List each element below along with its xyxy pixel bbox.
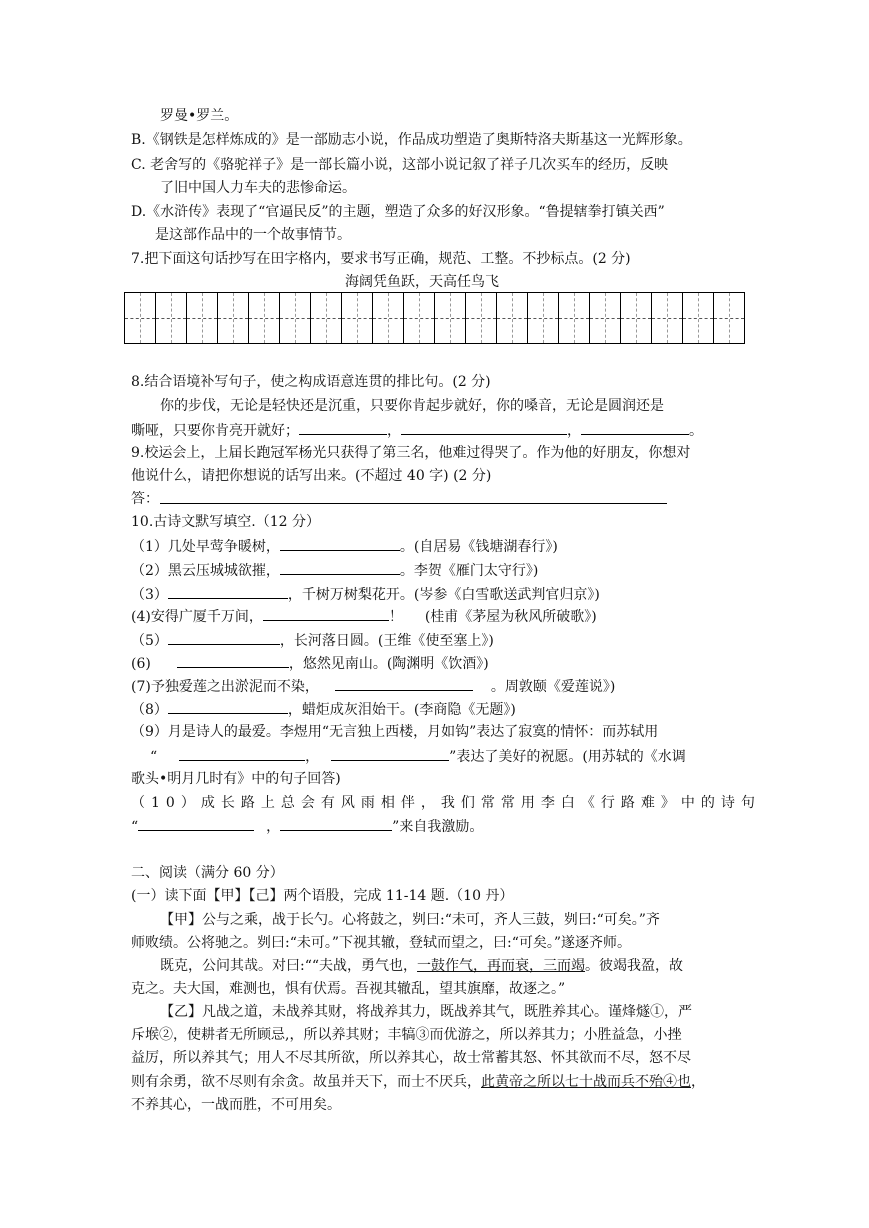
q10-item-9-line3: 歌头•明月几时有》中的句子回答) bbox=[131, 771, 341, 787]
poem-text: ”表达了美好的祝愿。(用苏轼的《水调 bbox=[449, 749, 686, 765]
q8-text: 嘶哑，只要你肯亮开就好； bbox=[131, 423, 299, 439]
answer-blank[interactable] bbox=[168, 630, 280, 645]
grid-cell[interactable] bbox=[497, 293, 528, 343]
poem-text: （1）几处早莺争暖树， bbox=[131, 539, 280, 555]
q10-item-6 bbox=[131, 653, 489, 674]
passage-text: 。彼竭我盈，故 bbox=[585, 958, 684, 974]
passage-yi-line5: 不养其心，一战而胜，不可用矣。 bbox=[131, 1097, 341, 1113]
poem-text: (7)予独爱莲之出淤泥而不染， bbox=[131, 679, 319, 695]
passage-jia-line2: 师败绩。公将驰之。刿曰:“未可。”下视其辙，登轼而望之，曰:“可矣。”遂逐齐师。 bbox=[131, 935, 632, 951]
q8-context-line2 bbox=[131, 420, 703, 441]
answer-blank[interactable] bbox=[299, 420, 387, 435]
q10-prompt: 10.古诗文默写填空.（12 分） bbox=[131, 514, 320, 530]
grid-cell[interactable] bbox=[528, 293, 559, 343]
grid-cell[interactable] bbox=[156, 293, 187, 343]
answer-blank[interactable] bbox=[581, 420, 689, 435]
q8-end: 。 bbox=[689, 423, 703, 439]
q10-item-9-line1: （9）月是诗人的最爱。李煜用“无言独上西楼，月如钩”表达了寂寞的情怀：而苏轼用 bbox=[131, 724, 659, 740]
answer-blank[interactable] bbox=[168, 699, 288, 714]
q6-option-b: B.《钢铁是怎样炼成的》是一部励志小说，作品成功塑造了奥斯特洛夫斯基这一光辉形象。 bbox=[131, 132, 692, 148]
passage-jia-line4: 克之。夫大国，难测也，惧有伏焉。吾视其辙乱，望其旗靡，故逐之。” bbox=[131, 981, 566, 997]
poem-text: （3） bbox=[131, 587, 168, 603]
q6-option-a-continued: 罗曼•罗兰。 bbox=[160, 108, 239, 124]
q6-option-d-line1: D.《水浒传》表现了“官逼民反”的主题，塑造了众多的好汉形象。“鲁提辖拳打镇关西” bbox=[131, 204, 665, 220]
q8-context-line1: 你的步伐，无论是轻快还是沉重，只要你肯起步就好，你的嗓音，无论是圆润还是 bbox=[160, 398, 664, 414]
passage-yi-line4 bbox=[131, 1072, 705, 1092]
grid-cell[interactable] bbox=[435, 293, 466, 343]
poem-source: 。(自居易《钱塘湖春行》) bbox=[399, 539, 558, 555]
answer-blank[interactable] bbox=[335, 676, 473, 691]
q9-prompt-line2: 他说什么，请把你想说的话写出来。(不超过 40 字) (2 分) bbox=[131, 468, 492, 484]
poem-text: (4)安得广厦千万间， bbox=[131, 609, 263, 625]
q8-prompt: 8.结合语境补写句子，使之构成语意连贯的排比句。(2 分) bbox=[131, 374, 491, 390]
passage-text: ， bbox=[691, 1074, 705, 1090]
poem-text: （2）黑云压城城欲摧， bbox=[131, 563, 280, 579]
q10-item-10-line1: （10）成长路上总会有风雨相伴，我们常常用李白《行路难》中的诗句 bbox=[131, 795, 761, 811]
grid-cell[interactable] bbox=[125, 293, 156, 343]
q10-item-10-line2 bbox=[131, 816, 483, 837]
poem-text: （8） bbox=[131, 702, 168, 718]
tianzige-writing-grid[interactable] bbox=[124, 292, 745, 344]
quote-open: “ bbox=[150, 749, 158, 765]
underlined-phrase: 此黄帝之所以七十战而兵不殆④也 bbox=[481, 1074, 691, 1090]
passage-jia-line1: 【甲】公与之乘，战于长勺。心将鼓之，刿曰:“未可，齐人三鼓，刿曰:“可矣。”齐 bbox=[160, 912, 660, 928]
reading-section-header: 二、阅读（满分 60 分） bbox=[131, 865, 284, 881]
grid-cell[interactable] bbox=[590, 293, 621, 343]
grid-cell[interactable] bbox=[404, 293, 435, 343]
answer-blank[interactable] bbox=[138, 816, 254, 831]
underlined-phrase: 一鼓作气，再而衰，三而竭 bbox=[417, 958, 586, 974]
quote-open: “ bbox=[131, 819, 139, 835]
q10-item-9-line2 bbox=[150, 746, 686, 767]
answer-blank[interactable] bbox=[263, 606, 389, 621]
q6-option-d-line2: 是这部作品中的一个故事情节。 bbox=[155, 227, 351, 243]
poem-text: （5） bbox=[131, 633, 168, 649]
q10-item-1 bbox=[131, 536, 558, 557]
q10-item-4 bbox=[131, 606, 597, 627]
poem-comma: ， bbox=[305, 749, 320, 765]
q10-item-8 bbox=[131, 699, 516, 720]
answer-blank[interactable] bbox=[280, 536, 400, 551]
q10-item-2 bbox=[131, 560, 538, 581]
grid-cell[interactable] bbox=[714, 293, 744, 343]
reading-subheader: (一）读下面【甲】【己】两个语股，完成 11-14 题.（10 丹） bbox=[131, 888, 514, 904]
answer-blank[interactable] bbox=[401, 420, 567, 435]
answer-blank[interactable] bbox=[177, 653, 289, 668]
poem-source: ，蜡炬成灰泪始干。(李商隐《无题》) bbox=[287, 702, 516, 718]
poem-punct: ！ bbox=[388, 609, 403, 625]
grid-cell[interactable] bbox=[683, 293, 714, 343]
grid-cell[interactable] bbox=[559, 293, 590, 343]
q10-item-7 bbox=[131, 676, 615, 697]
poem-source: (桂甫《茅屋为秋风所破歌》) bbox=[424, 609, 597, 625]
grid-cell[interactable] bbox=[280, 293, 311, 343]
grid-cell[interactable] bbox=[249, 293, 280, 343]
poem-comma: ， bbox=[266, 819, 281, 835]
poem-source: ，悠然见南山。(陶渊明《饮酒》) bbox=[288, 656, 489, 672]
grid-cell[interactable] bbox=[652, 293, 683, 343]
grid-cell[interactable] bbox=[373, 293, 404, 343]
answer-blank[interactable] bbox=[179, 746, 305, 761]
answer-blank[interactable] bbox=[280, 560, 400, 575]
grid-cell[interactable] bbox=[621, 293, 652, 343]
q9-prompt-line1: 9.校运会上，上届长跑冠军杨光只获得了第三名，他难过得哭了。作为他的好朋友，你想对 bbox=[131, 445, 691, 461]
passage-text: 既克，公问其哉。对曰:““夫战，勇气也， bbox=[160, 958, 418, 974]
passage-jia-line3 bbox=[160, 956, 683, 976]
answer-blank[interactable] bbox=[280, 816, 392, 831]
q9-answer-line[interactable] bbox=[160, 503, 667, 504]
passage-yi-line1: 【乙】凡战之道，未战养其财，将战养其力，既战养其气，既胜养其心。谨烽燧①，严 bbox=[160, 1004, 692, 1020]
poem-source: 。周敦颐《爱莲说》) bbox=[490, 679, 616, 695]
passage-text: 则有余勇，欲不尽则有余贪。故虽并天下，而士不厌兵， bbox=[131, 1074, 481, 1090]
answer-blank[interactable] bbox=[331, 746, 449, 761]
q7-prompt: 7.把下面这句话抄写在田字格内，要求书写正确，规范、工整。不抄标点。(2 分) bbox=[131, 251, 631, 267]
poem-source: ，千树万树梨花开。(岑参《白雪歌送武判官归京》) bbox=[287, 587, 600, 603]
q9-answer-label: 答： bbox=[131, 491, 159, 507]
answer-blank[interactable] bbox=[168, 584, 288, 599]
grid-cell[interactable] bbox=[342, 293, 373, 343]
poem-source: ，长河落日圆。(王维《使至塞上》) bbox=[279, 633, 494, 649]
grid-cell[interactable] bbox=[218, 293, 249, 343]
q10-item-5 bbox=[131, 630, 494, 651]
q8-comma: ， bbox=[567, 423, 581, 439]
q10-item-3 bbox=[131, 584, 600, 605]
q6-option-c-line1: C. 老舍写的《骆驼祥子》是一部长篇小说，这部小说记叙了祥子几次买车的经历，反映 bbox=[131, 157, 669, 173]
q7-sentence: 海阔凭鱼跃，天高任鸟飞 bbox=[345, 274, 499, 290]
grid-cell[interactable] bbox=[311, 293, 342, 343]
poem-source: 。李贺《雁门太守行》) bbox=[399, 563, 539, 579]
q6-option-c-line2: 了旧中国人力车夫的悲惨命运。 bbox=[160, 180, 356, 196]
passage-yi-line3: 益厉，所以养其气；用人不尽其所欲，所以养其心，故士常蓄其怒、怀其欲而不尽，怒不尽 bbox=[131, 1050, 691, 1066]
grid-cell[interactable] bbox=[187, 293, 218, 343]
grid-cell[interactable] bbox=[466, 293, 497, 343]
poem-text: (6) bbox=[131, 656, 151, 672]
passage-yi-line2: 斥堠②，使耕者无所顾忌,，所以养其财；丰犒③而优游之，所以养其力；小胜益急，小挫 bbox=[131, 1027, 682, 1043]
poem-text: ”来自我激励。 bbox=[392, 819, 484, 835]
q8-comma: ， bbox=[387, 423, 401, 439]
